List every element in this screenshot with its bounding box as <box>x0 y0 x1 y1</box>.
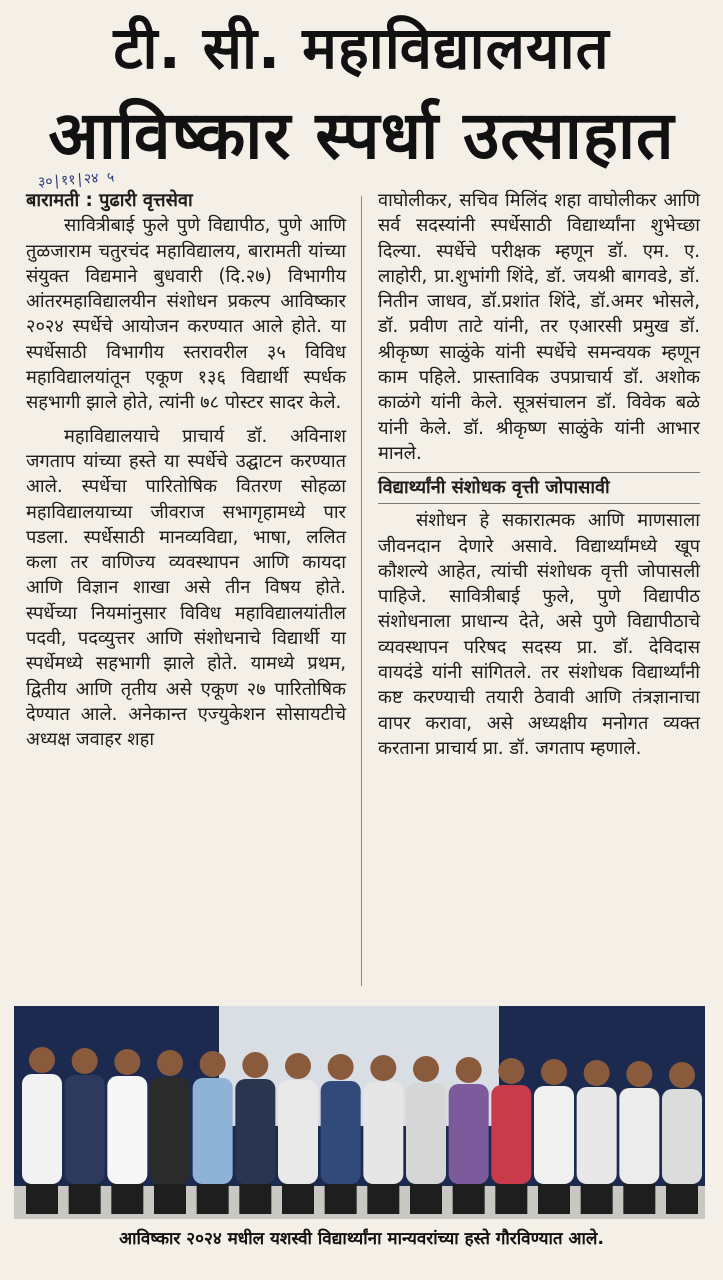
person-body <box>107 1076 147 1184</box>
person-legs <box>623 1184 655 1214</box>
headline-line-1: टी. सी. महाविद्यालयात <box>113 14 610 82</box>
subheading: विद्यार्थ्यांनी संशोधक वृत्ती जोपासावी <box>378 472 700 504</box>
person-head <box>114 1049 140 1075</box>
person-legs <box>325 1184 357 1214</box>
person-legs <box>111 1184 143 1214</box>
person-head <box>200 1051 226 1077</box>
person-head <box>370 1055 396 1081</box>
person-body <box>662 1089 702 1184</box>
person-body <box>577 1087 617 1184</box>
person-head <box>541 1059 567 1085</box>
person-body <box>193 1078 233 1184</box>
person-body <box>65 1075 105 1184</box>
person-legs <box>197 1184 229 1214</box>
award-ceremony-photo <box>14 1006 705 1219</box>
article-right-column <box>378 188 700 761</box>
person-legs <box>495 1184 527 1214</box>
person-body <box>278 1080 318 1184</box>
person-head <box>29 1047 55 1073</box>
person-legs <box>26 1184 58 1214</box>
person-legs <box>410 1184 442 1214</box>
person-body <box>449 1084 489 1184</box>
person-head <box>626 1061 652 1087</box>
person-body <box>235 1079 275 1184</box>
person-legs <box>69 1184 101 1214</box>
person-legs <box>453 1184 485 1214</box>
photo-caption: आविष्कार २०२४ मधील यशस्वी विद्यार्थ्यांना मान्यवरांच्या हस्ते गौरविण्यात आले. <box>119 1229 604 1249</box>
person-body <box>406 1083 446 1184</box>
person-head <box>242 1052 268 1078</box>
person-body <box>534 1086 574 1184</box>
article-left-column <box>26 188 346 753</box>
person-body <box>491 1085 531 1184</box>
person-body <box>363 1082 403 1184</box>
person-legs <box>581 1184 613 1214</box>
photo-illustration <box>14 1006 705 1219</box>
person-head <box>328 1054 354 1080</box>
right-paragraph-2: संशोधन हे सकारात्मक आणि माणसाला जीवनदान देणारे असावे. विद्यार्थ्यांमध्ये खूप कौशल्ये आहेत, त्यांची संशोधक वृत्ती जोपासली पाहिजे. सावित्रीबाई फुले, पुणे विद्यापीठ संशोधनाला प्राधान्य देते, असे पुणे विद्यापीठाचे व्यवस्थापन परिषद सदस्य प्रा. डॉ. देविदास वायदंडे यांनी सांगितले. तर संशोधक विद्यार्थ्यांनी कष्ट करण्याची तयारी ठेवावी आणि तंत्रज्ञानाचा वापर करावा, असे अध्यक्षीय मनोगत व्यक्त करताना प्राचार्य प्रा. डॉ. जगताप म्हणाले. <box>378 510 700 759</box>
handwritten-date-note: ३०|११|२४ ५ <box>37 169 115 191</box>
person-legs <box>282 1184 314 1214</box>
person-head <box>413 1056 439 1082</box>
person-legs <box>538 1184 570 1214</box>
person-legs <box>239 1184 271 1214</box>
person-body <box>619 1088 659 1184</box>
person-legs <box>666 1184 698 1214</box>
person-head <box>584 1060 610 1086</box>
person-legs <box>367 1184 399 1214</box>
column-divider <box>361 196 362 986</box>
person-body <box>22 1074 62 1184</box>
left-paragraph-2: महाविद्यालयाचे प्राचार्य डॉ. अविनाश जगताप यांच्या हस्ते या स्पर्धेचे उद्घाटन करण्यात आले. स्पर्धेचा पारितोषिक वितरण सोहळा महाविद्यालयाच्या जीवराज सभागृहामध्ये पार पडला. स्पर्धेसाठी मानव्यविद्या, भाषा, ललित कला तर वाणिज्य व्यवस्थापन आणि कायदा आणि विज्ञान शाखा असे तीन विषय होते. स्पर्धेच्या नियमांनुसार विविध महाविद्यालयांतील पदवी, पदव्युत्तर आणि संशोधनाचे विद्यार्थी या स्पर्धेमध्ये सहभागी झाले होते. यामध्ये प्रथम, द्वितीय आणि तृतीय असे एकूण २७ पारितोषिक देण्यात आले. अनेकान्त एज्युकेशन सोसायटीचे अध्यक्ष जवाहर शहा <box>26 425 346 751</box>
headline-line-2: आविष्कार स्पर्धा उत्साहात <box>48 97 675 174</box>
person-head <box>285 1053 311 1079</box>
person-legs <box>154 1184 186 1214</box>
person-body <box>150 1077 190 1184</box>
person-head <box>456 1057 482 1083</box>
person-head <box>157 1050 183 1076</box>
person-head <box>669 1062 695 1088</box>
person-head <box>72 1048 98 1074</box>
dateline: बारामती : पुढारी वृत्तसेवा <box>26 190 193 211</box>
right-paragraph-1: वाघोलीकर, सचिव मिलिंद शहा वाघोलीकर आणि सर्व सदस्यांनी स्पर्धेसाठी विद्यार्थ्यांना शुभेच्छा दिल्या. स्पर्धेचे परीक्षक म्हणून डॉ. एम. ए. लाहोरी, प्रा.शुभांगी शिंदे, डॉ. जयश्री बागवडे, डॉ. नितीन जाधव, डॉ.प्रशांत शिंदे, डॉ.अमर भोसले, डॉ. प्रवीण ताटे यांनी, तर एआरसी प्रमुख डॉ. श्रीकृष्ण साळुंके यांनी स्पर्धेचे समन्वयक म्हणून काम पहिले. प्रास्ताविक उपप्राचार्य डॉ. अशोक काळंगे यांनी केले. सूत्रसंचालन डॉ. विवेक बळे यांनी केले. डॉ. श्रीकृष्ण साळुंके यांनी आभार मानले. <box>378 190 700 464</box>
person-head <box>498 1058 524 1084</box>
left-paragraph-1: सावित्रीबाई फुले पुणे विद्यापीठ, पुणे आणि तुळजाराम चतुरचंद महाविद्यालय, बारामती यांच्या संयुक्त विद्यमाने बुधवारी (दि.२७) विभागीय आंतरमहाविद्यालयीन संशोधन प्रकल्प आविष्कार २०२४ स्पर्धेचे आयोजन करण्यात आले होते. या स्पर्धेसाठी विभागीय स्तरावरील ३५ विविध महाविद्यालयांतून एकूण १३६ विद्यार्थी स्पर्धक सहभागी झाले होते, त्यांनी ७८ पोस्टर सादर केले. <box>26 215 346 414</box>
person-body <box>321 1081 361 1184</box>
